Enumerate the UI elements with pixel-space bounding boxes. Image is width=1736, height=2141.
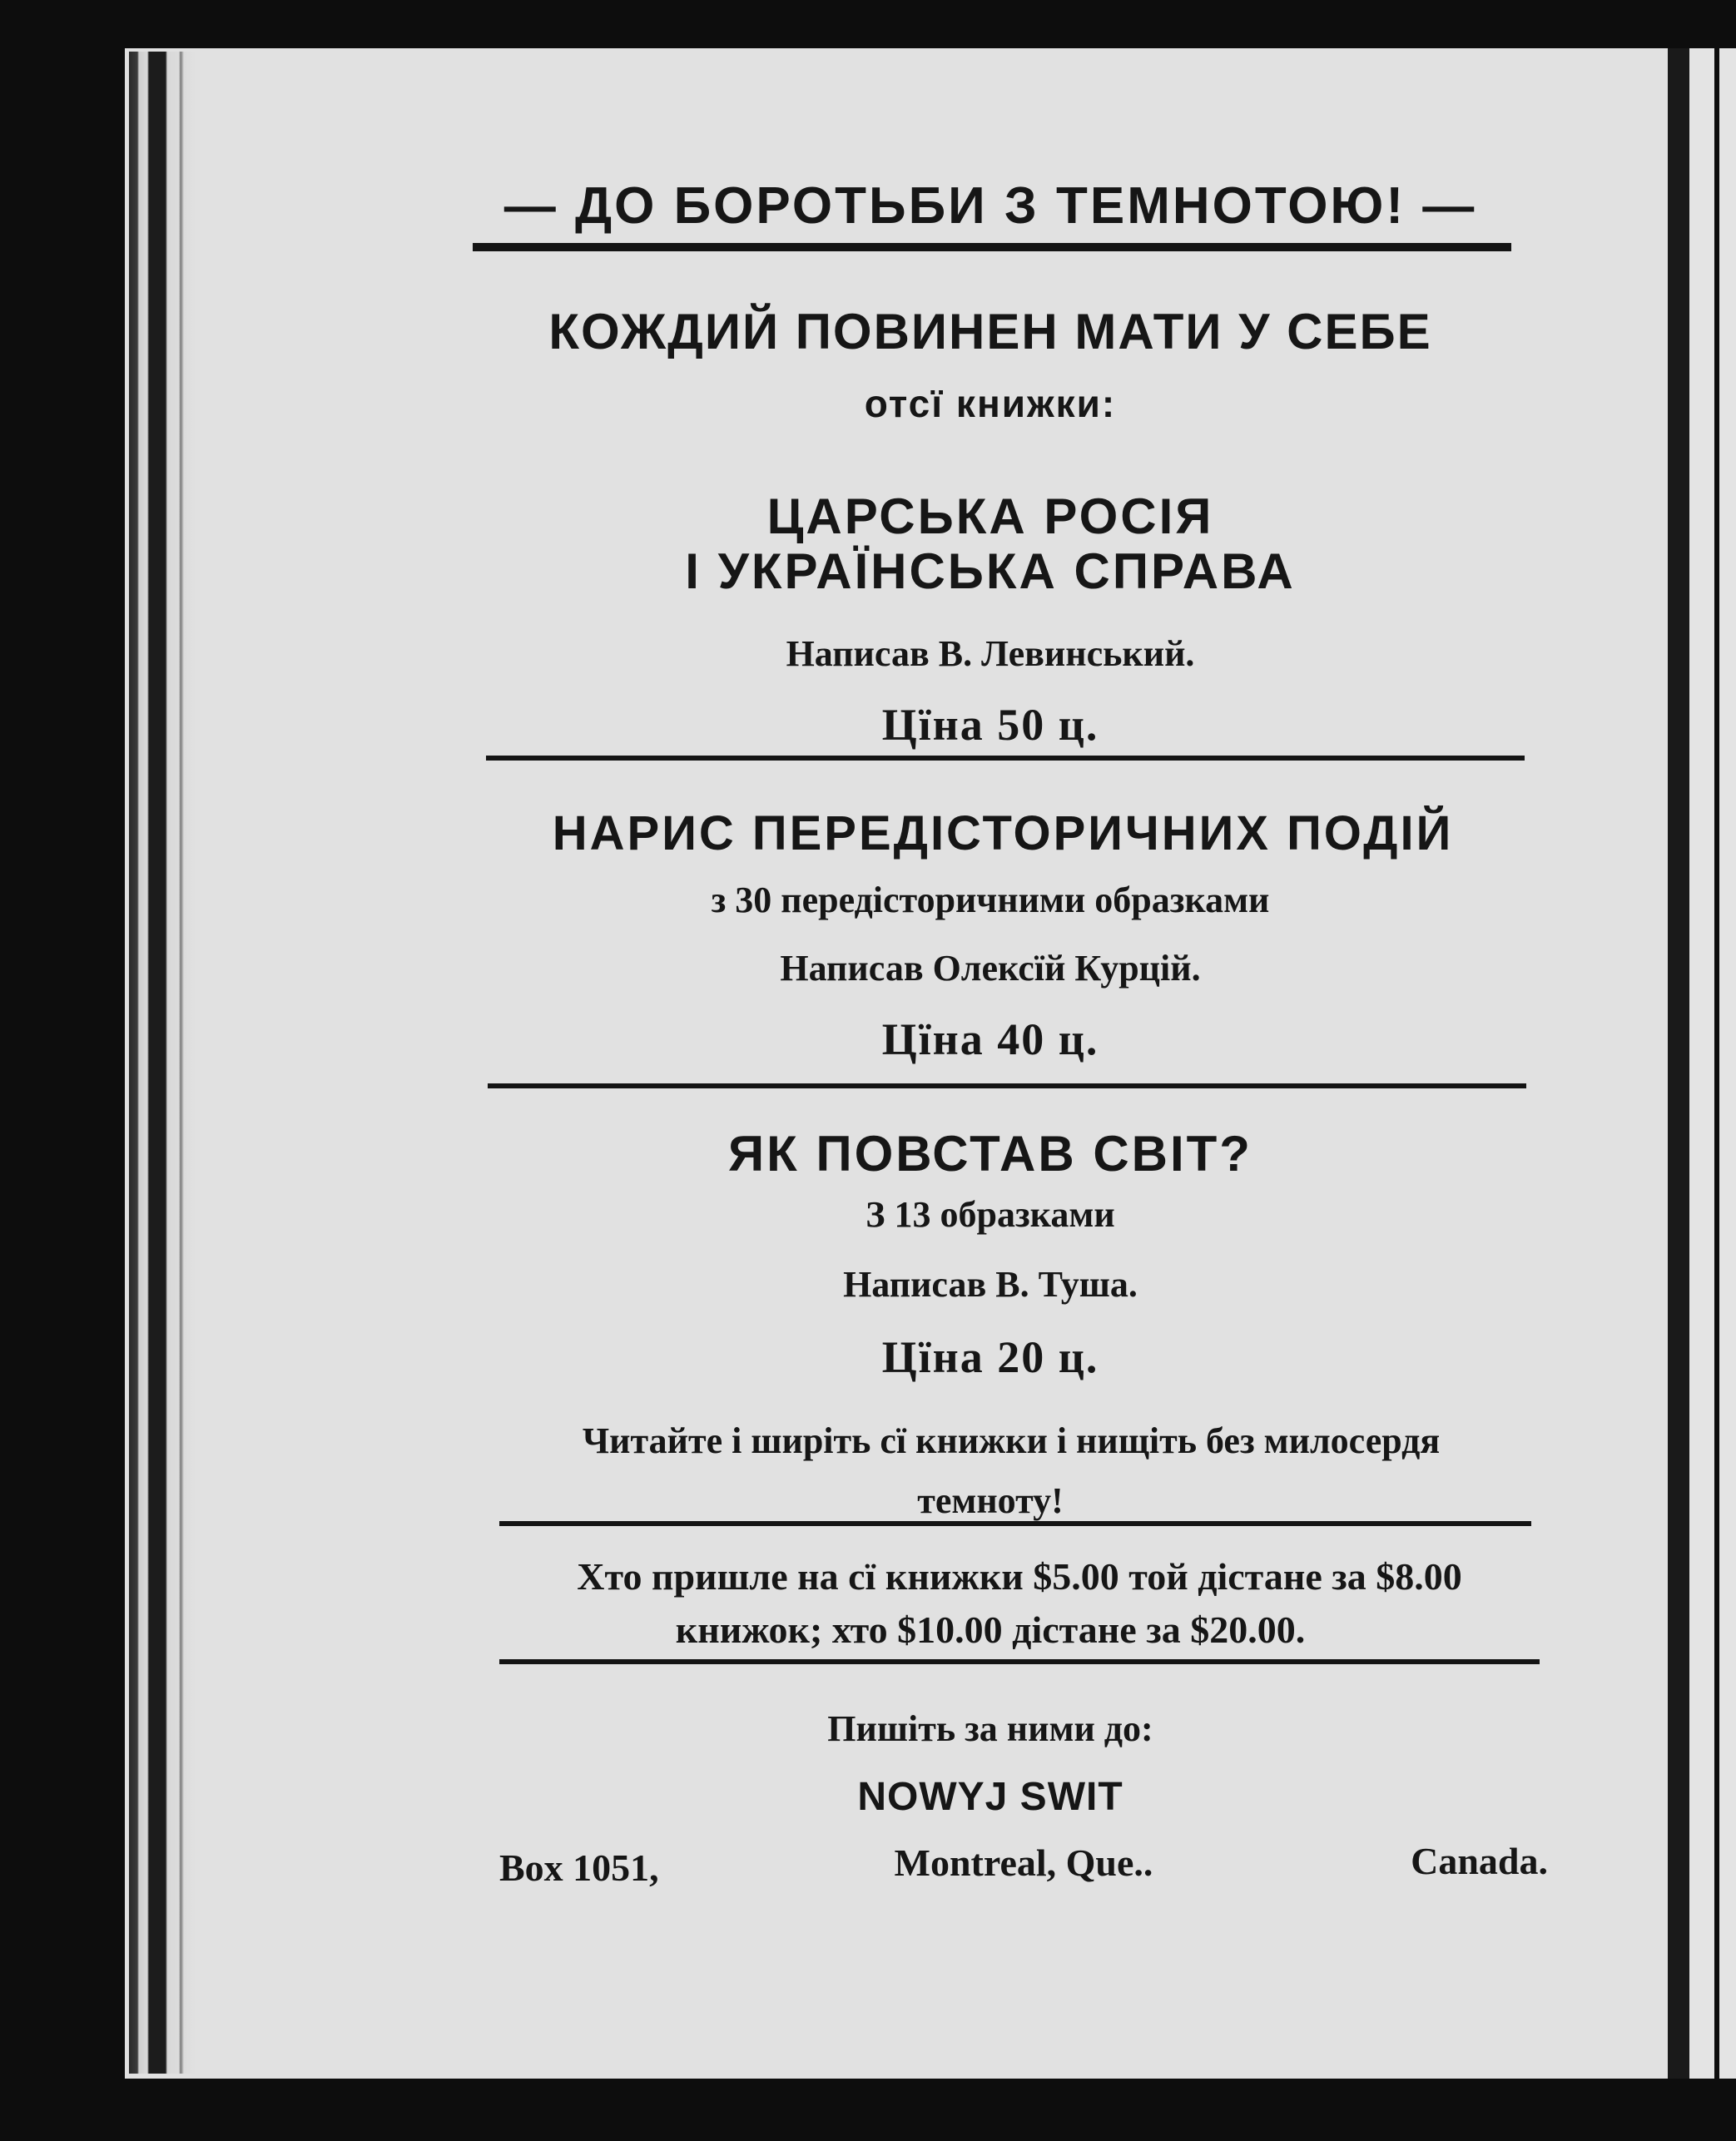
page-title: — ДО БОРОТЬБИ З ТЕМНОТОЮ! — — [503, 177, 1477, 235]
book-3-title: ЯК ПОВСТАВ СВІТ? — [728, 1126, 1252, 1182]
address-city: Montreal, Que.. — [894, 1841, 1153, 1884]
page-right-edge — [1668, 48, 1689, 2079]
divider-rule — [499, 1659, 1540, 1664]
book-spine — [129, 52, 196, 2074]
next-page-strip — [1689, 48, 1736, 2079]
book-1-author: Написав В. Левинський. — [786, 633, 1195, 674]
appeal-line1: Читайте і ширіть сї книжки і нищіть без милосердя — [582, 1420, 1441, 1461]
intro-subheading: отсї книжки: — [864, 382, 1117, 425]
book-2-author: Написав Олексїй Курцій. — [780, 948, 1201, 989]
book-1-title-line1: ЦАРСЬКА РОСІЯ — [766, 488, 1214, 544]
book-2-title: НАРИС ПЕРЕДІСТОРИЧНИХ ПОДІЙ — [552, 806, 1454, 860]
book-3-subtitle: З 13 образками — [866, 1194, 1115, 1235]
divider-rule — [488, 1083, 1526, 1088]
intro-heading: КОЖДИЙ ПОВИНЕН МАТИ У СЕБЕ — [548, 304, 1432, 359]
book-1-price: Цїна 50 ц. — [881, 700, 1099, 750]
book-2-subtitle: з 30 передісторичними образками — [711, 880, 1270, 920]
book-3-price: Цїна 20 ц. — [881, 1332, 1099, 1382]
divider-rule — [499, 1521, 1531, 1526]
next-page-shadow — [1714, 48, 1719, 2079]
book-2-price: Цїна 40 ц. — [881, 1014, 1099, 1064]
address-box: Box 1051, — [499, 1846, 659, 1889]
book-1-title-line2: І УКРАЇНСЬКА СПРАВА — [685, 543, 1296, 599]
header-rule — [473, 243, 1511, 251]
book-3-author: Написав В. Туша. — [843, 1264, 1138, 1305]
publisher-name: NOWYJ SWIT — [857, 1775, 1123, 1819]
divider-rule — [486, 756, 1525, 761]
offer-line1: Хто пришле на сї книжки $5.00 той дістане за $8.00 — [577, 1555, 1462, 1598]
write-to-label: Пишіть за ними до: — [827, 1708, 1153, 1749]
appeal-line2: темноту! — [917, 1480, 1064, 1521]
offer-line2: книжок; хто $10.00 дістане за $20.00. — [675, 1608, 1306, 1651]
address-country: Canada. — [1411, 1840, 1548, 1882]
